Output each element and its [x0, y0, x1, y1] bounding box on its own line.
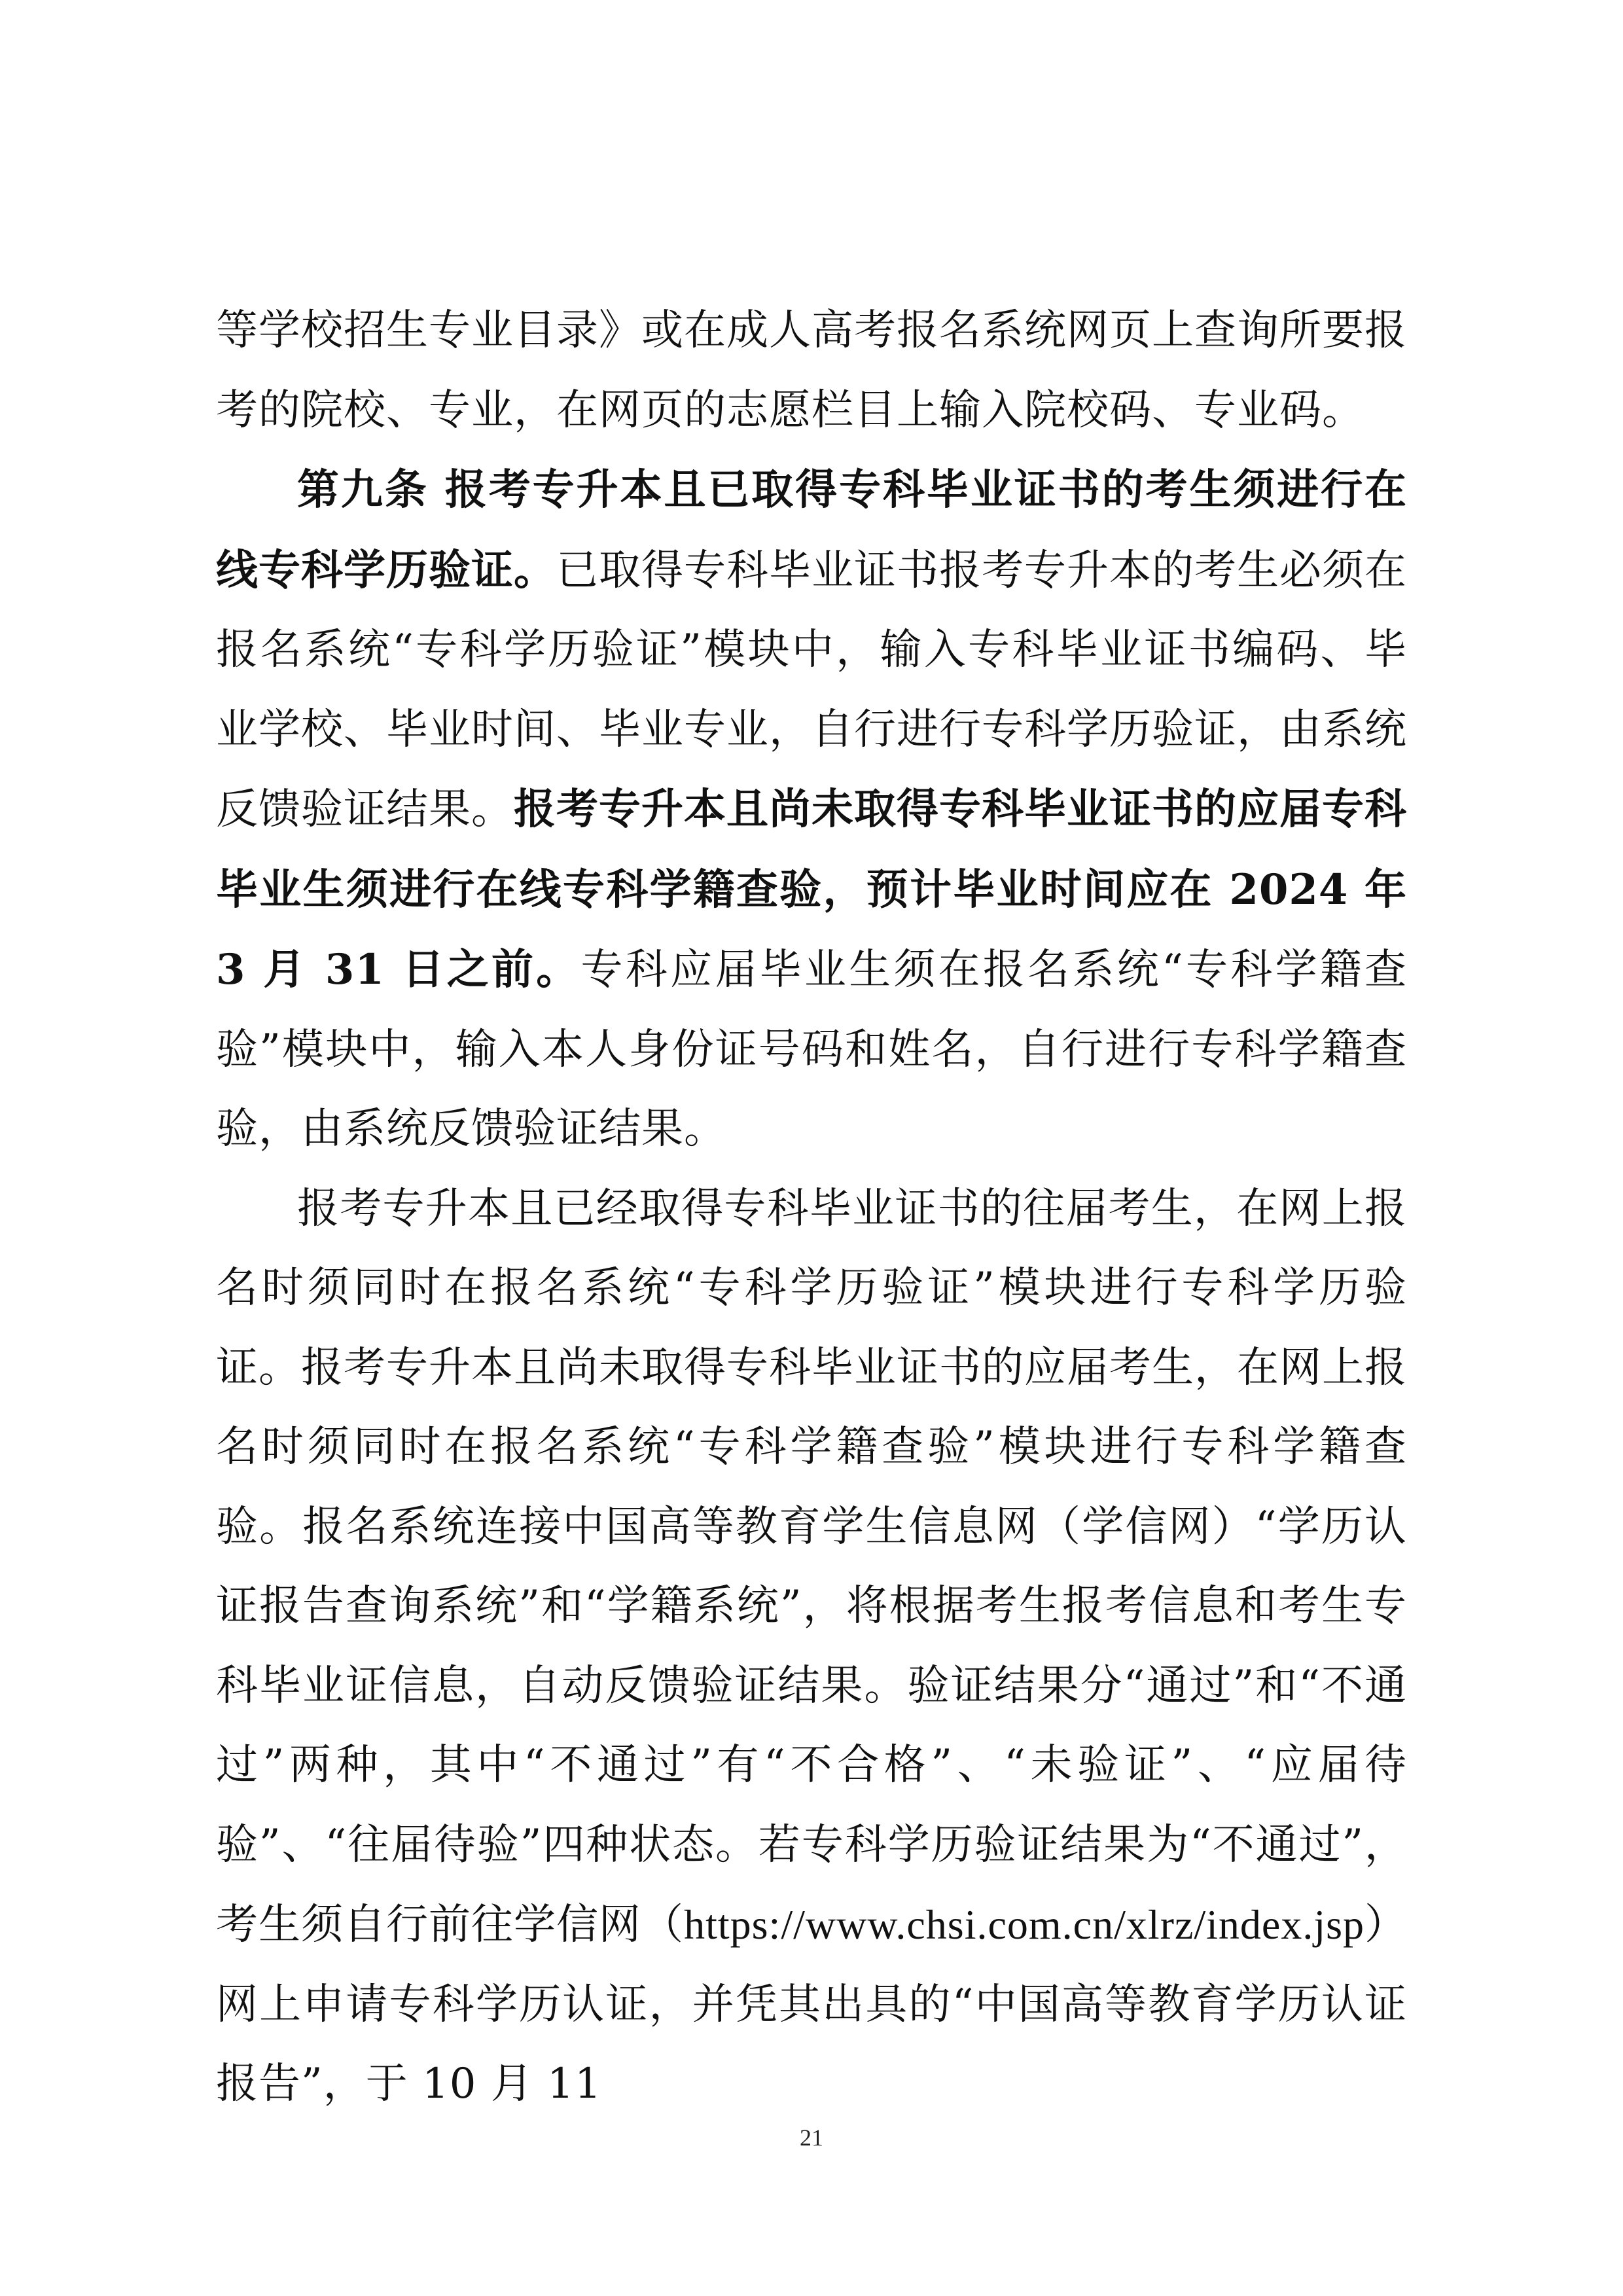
article-9-heading: 第九条 报考专升本且已取得专科毕业证书的考生须进行在线专科学历验证。: [216, 465, 1407, 595]
paragraph-1-text: 等学校招生专业目录》或在成人高考报名系统网页上查询所要报考的院校、专业，在网页的志愿栏目上输入院校码、专业码。: [216, 306, 1407, 435]
article-9-bold-requirement: 报考专升本且尚未取得专科毕业证书的应届专科毕业生须进行在线专科学籍查验，预计毕业时间应在 2024 年 3 月 31 日之前。: [216, 785, 1407, 994]
paragraph-3-text-after: ）网上申请专科学历认证，并凭其出具的“中国高等教育学历认证报告”，于 10 月 11: [216, 1901, 1408, 2108]
page-number: 21: [800, 2125, 823, 2151]
paragraph-3-text: 报考专升本且已经取得专科毕业证书的往届考生，在网上报名时须同时在报名系统“专科学历验证”模块进行专科学历验证。报考专升本且尚未取得专科毕业证书的应届考生，在网上报名时须同时在报名系统“专科学籍查验”模块进行专科学籍查验。报名系统连接中国高等教育学生信息网（学信网）“学历认证报告查询系统”和“学籍系统”，将根据考生报考信息和考生专科毕业证信息，自动反馈验证结果。验证结果分“通过”和“不通过”两种，其中“不通过”有“不合格”、“未验证”、“应届待验”、“往届待验”四种状态。若专科学历验证结果为“不通过”，考生须自行前往学信网（: [216, 1184, 1407, 1949]
document-body: [216, 291, 1407, 2125]
article-9-text-a: 已取得专科毕业证书报考专升本的考生必须在报名系统“专科学历验证”模块中，输入专科毕业证书编码、毕业学校、毕业时间、毕业专业，自行进行专科学历验证，由系统反馈验证结果。: [216, 546, 1407, 834]
paragraph-3: [216, 1170, 1407, 2125]
chsi-url: https://www.chsi.com.cn/xlrz/index.jsp: [684, 1901, 1364, 1948]
paragraph-article-9: [216, 450, 1407, 1170]
article-9-text-c: 专科应届毕业生须在报名系统“专科学籍查验”模块中，输入本人身份证号码和姓名，自行进行专科学籍查验，由系统反馈验证结果。: [216, 946, 1408, 1153]
paragraph-1: [216, 291, 1407, 450]
